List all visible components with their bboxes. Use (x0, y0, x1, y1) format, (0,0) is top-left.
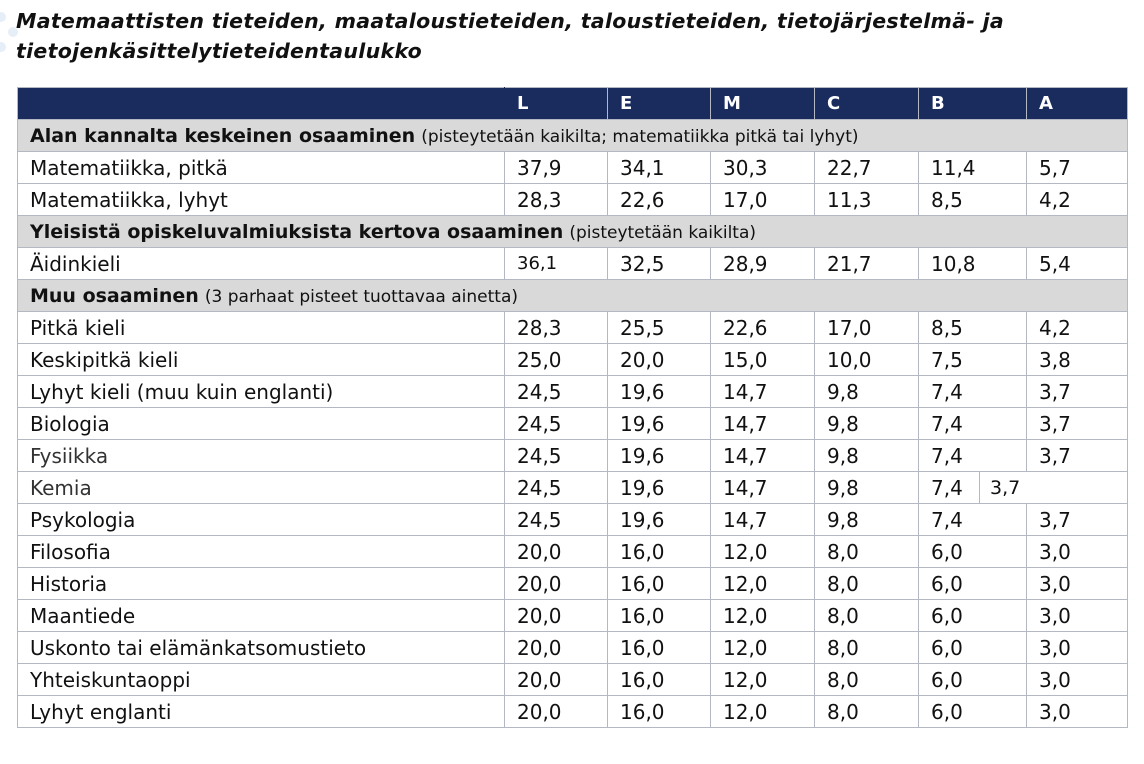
value-cell: 20,0 (505, 536, 608, 568)
value-cell: 28,9 (711, 248, 815, 280)
table-row (18, 472, 1128, 504)
value-cell: 7,5 (919, 344, 1027, 376)
value-cell: 6,0 (919, 664, 1027, 696)
section-header-row (18, 120, 1128, 152)
table-row (18, 312, 1128, 344)
title-line-1: Matemaattisten tieteiden, maataloustieteiden, taloustieteiden, tietojärjestelmä- ja (16, 9, 1005, 33)
section-heading: Alan kannalta keskeinen osaaminen (30, 124, 416, 147)
value-cell: 24,5 (505, 504, 608, 536)
value-cell: 3,7 (1027, 408, 1128, 440)
table-row (18, 632, 1128, 664)
value-cell: 6,0 (919, 632, 1027, 664)
value-cell: 30,3 (711, 152, 815, 184)
value-cell: 16,0 (608, 568, 711, 600)
grade-header-row (18, 88, 1128, 120)
section-heading: Yleisistä opiskeluvalmiuksista kertova osaaminen (30, 220, 564, 243)
section-note: (pisteytetään kaikilta) (569, 222, 757, 243)
subject-label: Historia (18, 568, 505, 600)
value-cell: 16,0 (608, 632, 711, 664)
section-header-cell (18, 216, 1128, 248)
subject-label: Filosofia (18, 536, 505, 568)
value-cell: 5,7 (1027, 152, 1128, 184)
value-cell: 5,4 (1027, 248, 1128, 280)
value-cell: 8,0 (815, 632, 919, 664)
value-cell: 20,0 (608, 344, 711, 376)
table-row (18, 440, 1128, 472)
value-cell: 14,7 (711, 472, 815, 504)
value-cell: 14,7 (711, 408, 815, 440)
section-note: (pisteytetään kaikilta; matematiikka pitkä tai lyhyt) (421, 126, 859, 147)
value-cell: 9,8 (815, 440, 919, 472)
value-cell: 8,5 (919, 312, 1027, 344)
value-cell: 8,0 (815, 568, 919, 600)
value-cell: 22,7 (815, 152, 919, 184)
value-cell: 24,5 (505, 408, 608, 440)
subject-label: Pitkä kieli (18, 312, 505, 344)
value-cell: 4,2 (1027, 184, 1128, 216)
value-cell: 19,6 (608, 376, 711, 408)
value-cell: 9,8 (815, 408, 919, 440)
value-cell: 12,0 (711, 536, 815, 568)
value-cell: 25,0 (505, 344, 608, 376)
value-cell: 28,3 (505, 312, 608, 344)
table-row (18, 568, 1128, 600)
value-text: 7,4 (931, 475, 963, 500)
grade-header-b: B (919, 88, 1027, 120)
value-cell: 20,0 (505, 664, 608, 696)
value-cell: 24,5 (505, 440, 608, 472)
table-row (18, 536, 1128, 568)
subject-label: Lyhyt kieli (muu kuin englanti) (18, 376, 505, 408)
value-cell: 16,0 (608, 696, 711, 728)
value-cell: 22,6 (711, 312, 815, 344)
table-row (18, 152, 1128, 184)
value-cell: 3,0 (1027, 696, 1128, 728)
value-cell: 16,0 (608, 664, 711, 696)
value-cell: 16,0 (608, 536, 711, 568)
subject-label: Äidinkieli (18, 248, 505, 280)
section-note: (3 parhaat pisteet tuottavaa ainetta) (204, 286, 518, 307)
subject-label: Biologia (18, 408, 505, 440)
grade-header-a: A (1027, 88, 1128, 120)
value-cell: 17,0 (815, 312, 919, 344)
value-cell: 17,0 (711, 184, 815, 216)
page-title (16, 6, 1126, 66)
value-cell: 8,0 (815, 696, 919, 728)
table-row (18, 600, 1128, 632)
value-cell: 14,7 (711, 376, 815, 408)
value-cell: 7,4 (919, 376, 1027, 408)
table-row (18, 248, 1128, 280)
value-cell: 28,3 (505, 184, 608, 216)
table-body (18, 120, 1128, 728)
value-cell: 6,0 (919, 536, 1027, 568)
value-cell: 37,9 (505, 152, 608, 184)
grade-header-l: L (505, 88, 608, 120)
subject-label: Psykologia (18, 504, 505, 536)
grade-header-e: E (608, 88, 711, 120)
section-header-cell (18, 280, 1128, 312)
table-row (18, 376, 1128, 408)
grade-header-m: M (711, 88, 815, 120)
value-cell: 20,0 (505, 632, 608, 664)
subject-label: Yhteiskuntaoppi (18, 664, 505, 696)
value-cell: 34,1 (608, 152, 711, 184)
value-cell: 36,1 (505, 248, 608, 280)
value-cell: 19,6 (608, 504, 711, 536)
value-cell: 12,0 (711, 600, 815, 632)
value-text: 3,7 (979, 472, 1020, 503)
value-cell: 7,4 (919, 504, 1027, 536)
value-cell: 12,0 (711, 568, 815, 600)
value-cell: 10,0 (815, 344, 919, 376)
value-cell: 10,8 (919, 248, 1027, 280)
value-cell: 20,0 (505, 696, 608, 728)
section-header-row (18, 280, 1128, 312)
value-cell: 25,5 (608, 312, 711, 344)
value-cell: 8,0 (815, 600, 919, 632)
value-cell: 3,7 (1027, 504, 1128, 536)
value-cell: 4,2 (1027, 312, 1128, 344)
points-table (17, 87, 1128, 728)
value-cell: 11,4 (919, 152, 1027, 184)
value-cell: 21,7 (815, 248, 919, 280)
value-cell: 20,0 (505, 568, 608, 600)
value-cell: 15,0 (711, 344, 815, 376)
value-cell: 12,0 (711, 632, 815, 664)
table-row (18, 184, 1128, 216)
value-cell: 6,0 (919, 696, 1027, 728)
value-cell: 3,7 (1027, 376, 1128, 408)
subject-label: Lyhyt englanti (18, 696, 505, 728)
value-cell: 3,0 (1027, 632, 1128, 664)
value-cell: 9,8 (815, 472, 919, 504)
subject-label: Maantiede (18, 600, 505, 632)
value-cell: 14,7 (711, 440, 815, 472)
subject-label: Matematiikka, pitkä (18, 152, 505, 184)
value-cell: 7,4 (919, 408, 1027, 440)
table-row (18, 664, 1128, 696)
value-cell: 9,8 (815, 504, 919, 536)
value-cell: 3,8 (1027, 344, 1128, 376)
value-cell: 20,0 (505, 600, 608, 632)
value-cell: 19,6 (608, 408, 711, 440)
table-row (18, 504, 1128, 536)
value-cell: 8,5 (919, 184, 1027, 216)
subject-label: Fysiikka (18, 440, 505, 472)
value-cell: 3,0 (1027, 536, 1128, 568)
title-line-2: tietojenkäsittelytieteidentaulukko (16, 39, 423, 63)
table-row (18, 408, 1128, 440)
value-cell: 3,0 (1027, 600, 1128, 632)
value-cell: 22,6 (608, 184, 711, 216)
table-row (18, 696, 1128, 728)
value-cell: 11,3 (815, 184, 919, 216)
value-cell: 19,6 (608, 440, 711, 472)
value-cell: 16,0 (608, 600, 711, 632)
value-cell: 12,0 (711, 664, 815, 696)
value-cell: 32,5 (608, 248, 711, 280)
value-cell: 8,0 (815, 664, 919, 696)
section-heading: Muu osaaminen (30, 284, 199, 307)
value-cell: 6,0 (919, 600, 1027, 632)
value-cell: 9,8 (815, 376, 919, 408)
value-cell: 24,5 (505, 376, 608, 408)
subject-label: Keskipitkä kieli (18, 344, 505, 376)
value-cell: 3,0 (1027, 664, 1128, 696)
header-blank-cell (18, 88, 505, 120)
subject-label: Matematiikka, lyhyt (18, 184, 505, 216)
section-header-cell (18, 120, 1128, 152)
value-cell: 24,5 (505, 472, 608, 504)
value-cell: 14,7 (711, 504, 815, 536)
value-cell: 3,0 (1027, 568, 1128, 600)
section-header-row (18, 216, 1128, 248)
value-cell: 3,7 (1027, 440, 1128, 472)
value-cell (919, 472, 1128, 504)
value-cell: 6,0 (919, 568, 1027, 600)
value-cell: 7,4 (919, 440, 1027, 472)
subject-label: Uskonto tai elämänkatsomustieto (18, 632, 505, 664)
subject-label: Kemia (18, 472, 505, 504)
table-row (18, 344, 1128, 376)
value-cell: 12,0 (711, 696, 815, 728)
value-cell: 8,0 (815, 536, 919, 568)
value-cell: 19,6 (608, 472, 711, 504)
grade-header-c: C (815, 88, 919, 120)
